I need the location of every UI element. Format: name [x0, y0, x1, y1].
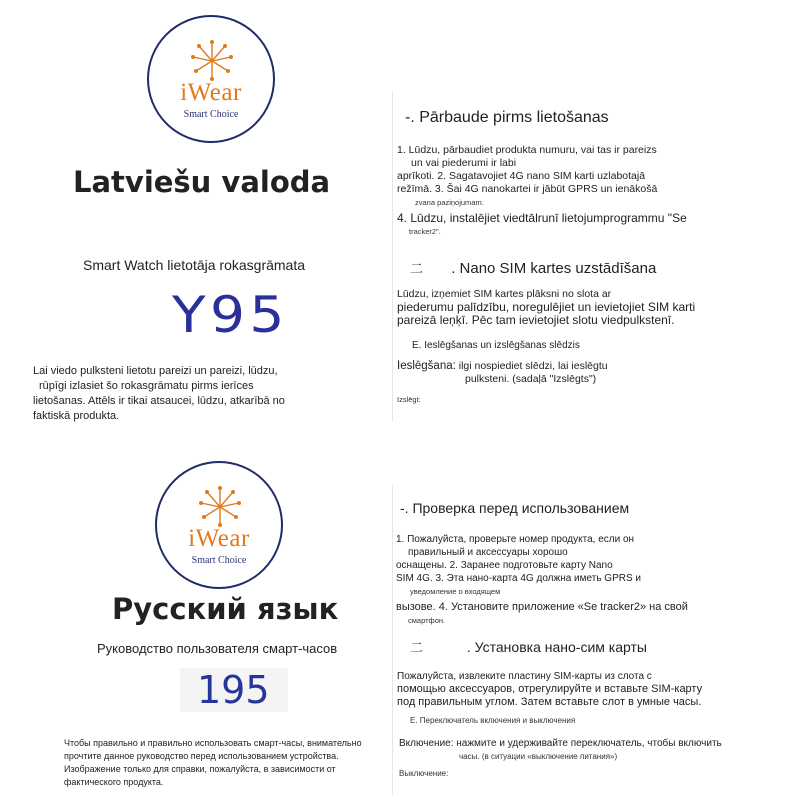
section-1-heading-lv: -. Pārbaude pirms lietošanas: [405, 109, 609, 126]
section-3-heading-lv: E. Ieslēgšanas un izslēgšanas slēdzis: [412, 340, 580, 351]
vertical-divider-lower: [392, 485, 393, 795]
page-title-ru: Русский язык: [112, 592, 339, 626]
brand-name: iWear: [188, 525, 250, 552]
sparkle-icon: [189, 39, 235, 83]
brand-name: iWear: [180, 79, 242, 106]
iwear-logo: [155, 461, 283, 589]
vertical-divider: [392, 92, 393, 422]
section-3-body-ru: Включение: нажмите и удерживайте переключатель, чтобы включить часы. (в ситуации «выключение питания») Выключение:: [399, 738, 722, 778]
page-title-lv: Latviešu valoda: [73, 165, 331, 199]
section-3-body-lv: Ieslēgšana: ilgi nospiediet slēdzi, lai ieslēgtu pulksteni. (sadaļā "Izslēgts") Izslēgt:: [397, 360, 608, 404]
model-number-lv: Y95: [172, 286, 289, 344]
section-2-body-ru: Пожалуйста, извлеките пластину SIM-карты из слота с помощью аксессуаров, отрегулируйте и вставьте SIM-карту под правильным углом. Затем вставьте слот в умные часы.: [397, 671, 703, 708]
section-1-heading-ru: -. Проверка перед использованием: [400, 500, 630, 516]
manual-title-ru: Руководство пользователя смарт-часов: [97, 641, 338, 656]
manual-title-lv: Smart Watch lietotāja rokasgrāmata: [83, 257, 306, 273]
section-2-body-lv: Lūdzu, izņemiet SIM kartes plāksni no slota ar piederumu palīdzību, noregulējiet un ievietojiet SIM karti pareizā leņķī. Pēc tam ievietojiet slotu viedpulkstenī.: [397, 288, 696, 327]
section-2-heading-lv: 二 . Nano SIM kartes uzstādīšana: [410, 260, 657, 277]
section-1-body-ru: 1. Пожалуйста, проверьте номер продукта, если он правильный и аксессуары хорошо оснащены. 2. Заранее подготовьте карту Nano SIM 4G. 3. Эта нано-карта 4G должна иметь GPRS и уведомление о входящем вызове. 4. Установите приложение «Se tracker2» на свой смартфон.: [396, 534, 688, 625]
intro-text-lv: Lai viedo pulksteni lietotu pareizi un pareizi, lūdzu, rūpīgi izlasiet šo rokasgrāmatu pirms ierīces lietošanas. Attēls ir tikai atsaucei, lūdzu, atkarībā no faktiskā produkta.: [33, 365, 285, 422]
iwear-logo: [147, 15, 275, 143]
sparkle-icon: [197, 485, 243, 529]
section-3-heading-ru: E. Переключатель включения и выключения: [410, 716, 576, 725]
section-2-heading-ru: 二 . Установка нано-сим карты: [410, 639, 647, 656]
model-number-ru: 195: [197, 668, 270, 712]
intro-text-ru: Чтобы правильно и правильно использовать смарт-часы, внимательно прочтите данное руководство перед использованием устройства. Изображение только для справки, пожалуйста, в зависимости от фактического продукта.: [64, 738, 362, 787]
section-1-body-lv: 1. Lūdzu, pārbaudiet produkta numuru, vai tas ir pareizs un vai piederumi ir labi aprīkoti. 2. Sagatavojiet 4G nano SIM karti uzlabotajā režīmā. 3. Šai 4G nanokartei ir jābūt GPRS un ienākošā zvana paziņojumam. 4. Lūdzu, instalējiet viedtālrunī lietojumprogrammu "Se tracker2".: [397, 144, 687, 236]
brand-tagline: Smart Choice: [191, 555, 247, 566]
brand-tagline: Smart Choice: [183, 109, 239, 120]
